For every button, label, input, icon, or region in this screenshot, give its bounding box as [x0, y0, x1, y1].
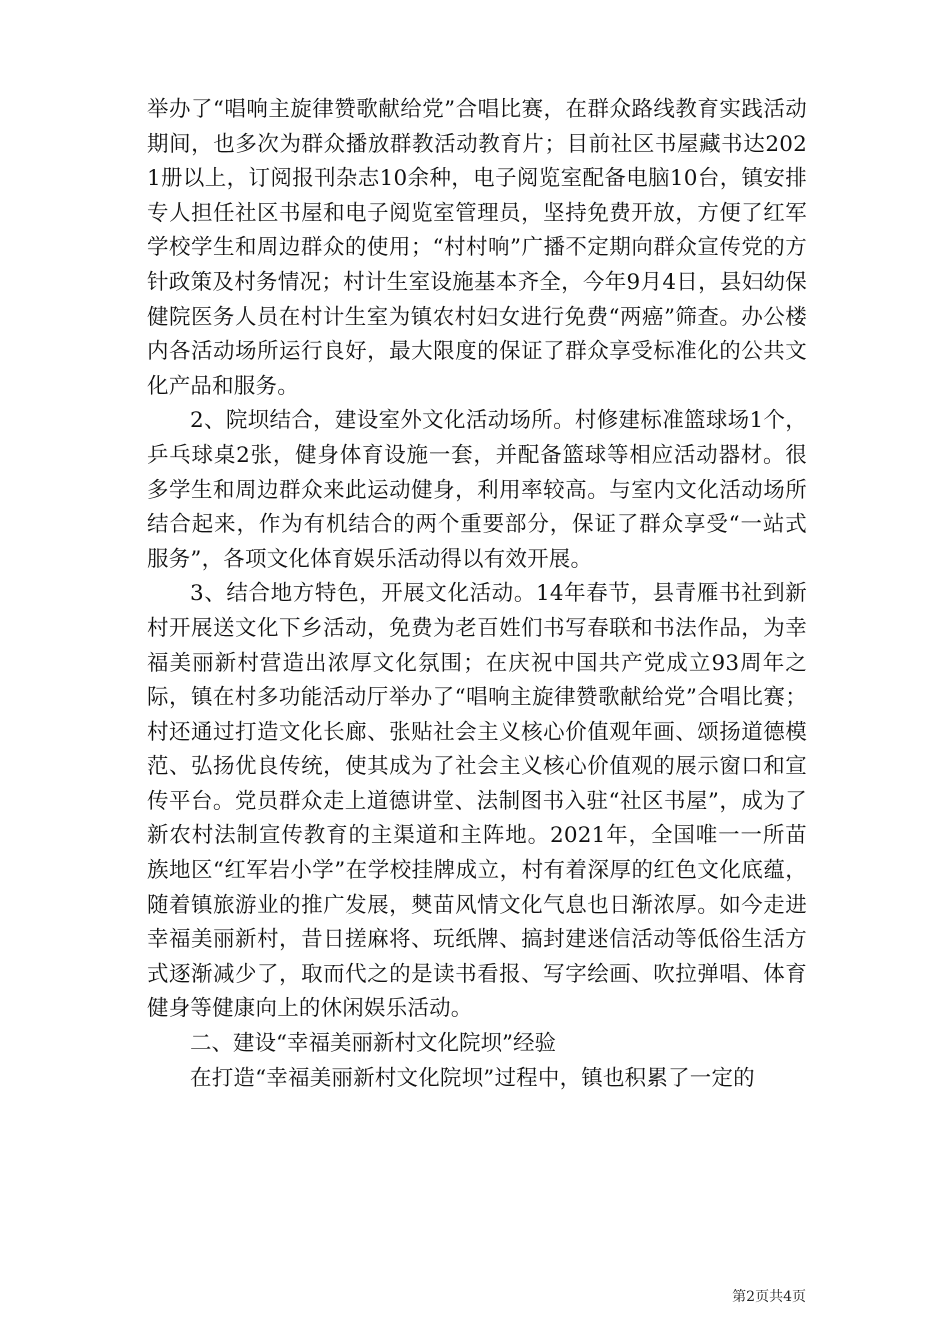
document-body [147, 93, 807, 1096]
paragraph-experience-intro: 在打造“幸福美丽新村文化院坝”过程中，镇也积累了一定的 [190, 1065, 755, 1091]
section-heading: 二、建设“幸福美丽新村文化院坝”经验 [190, 1031, 556, 1057]
paragraph-cultural-activities: 3、结合地方特色，开展文化活动。14年春节，县青雁书社到新村开展送文化下乡活动，免费为老百姓们书写春联和书法作品，为幸福美丽新村营造出浓厚文化氛围；在庆祝中国共产党成立93周年之际，镇在村多功能活动厅举办了“唱响主旋律赞歌献给党”合唱比赛；村还通过打造文化长廊、张贴社会主义核心价值观年画、颂扬道德模范、弘扬优良传统，使其成为了社会主义核心价值观的展示窗口和宣传平台。党员群众走上道德讲堂、法制图书入驻“社区书屋”，成为了新农村法制宣传教育的主渠道和主阵地。2021年，全国唯一一所苗族地区“红军岩小学”在学校挂牌成立，村有着深厚的红色文化底蕴，随着镇旅游业的推广发展，僰苗风情文化气息也日渐浓厚。如今走进幸福美丽新村，昔日搓麻将、玩纸牌、搞封建迷信活动等低俗生活方式逐渐减少了，取而代之的是读书看报、写字绘画、吹拉弹唱、体育健身等健康向上的休闲娱乐活动。 [147, 581, 807, 1022]
paragraph-community-facilities: 举办了“唱响主旋律赞歌献给党”合唱比赛，在群众路线教育实践活动期间，也多次为群众播放群教活动教育片；目前社区书屋藏书达2021册以上，订阅报刊杂志10余种，电子阅览室配备电脑10台，镇安排专人担任社区书屋和电子阅览室管理员，坚持免费开放，方便了红军学校学生和周边群众的使用；“村村响”广播不定期向群众宣传党的方针政策及村务情况；村计生室设施基本齐全，今年9月4日，县妇幼保健院医务人员在村计生室为镇农村妇女进行免费“两癌”筛查。办公楼内各活动场所运行良好，最大限度的保证了群众享受标准化的公共文化产品和服务。 [147, 97, 807, 399]
paragraph-outdoor-venues: 2、院坝结合，建设室外文化活动场所。村修建标准篮球场1个，乒乓球桌2张，健身体育设施一套，并配备篮球等相应活动器材。很多学生和周边群众来此运动健身，利用率较高。与室内文化活动场所结合起来，作为有机结合的两个重要部分，保证了群众享受“一站式服务”，各项文化体育娱乐活动得以有效开展。 [147, 408, 807, 572]
page-number-footer: 第2页共4页 [732, 1289, 806, 1305]
